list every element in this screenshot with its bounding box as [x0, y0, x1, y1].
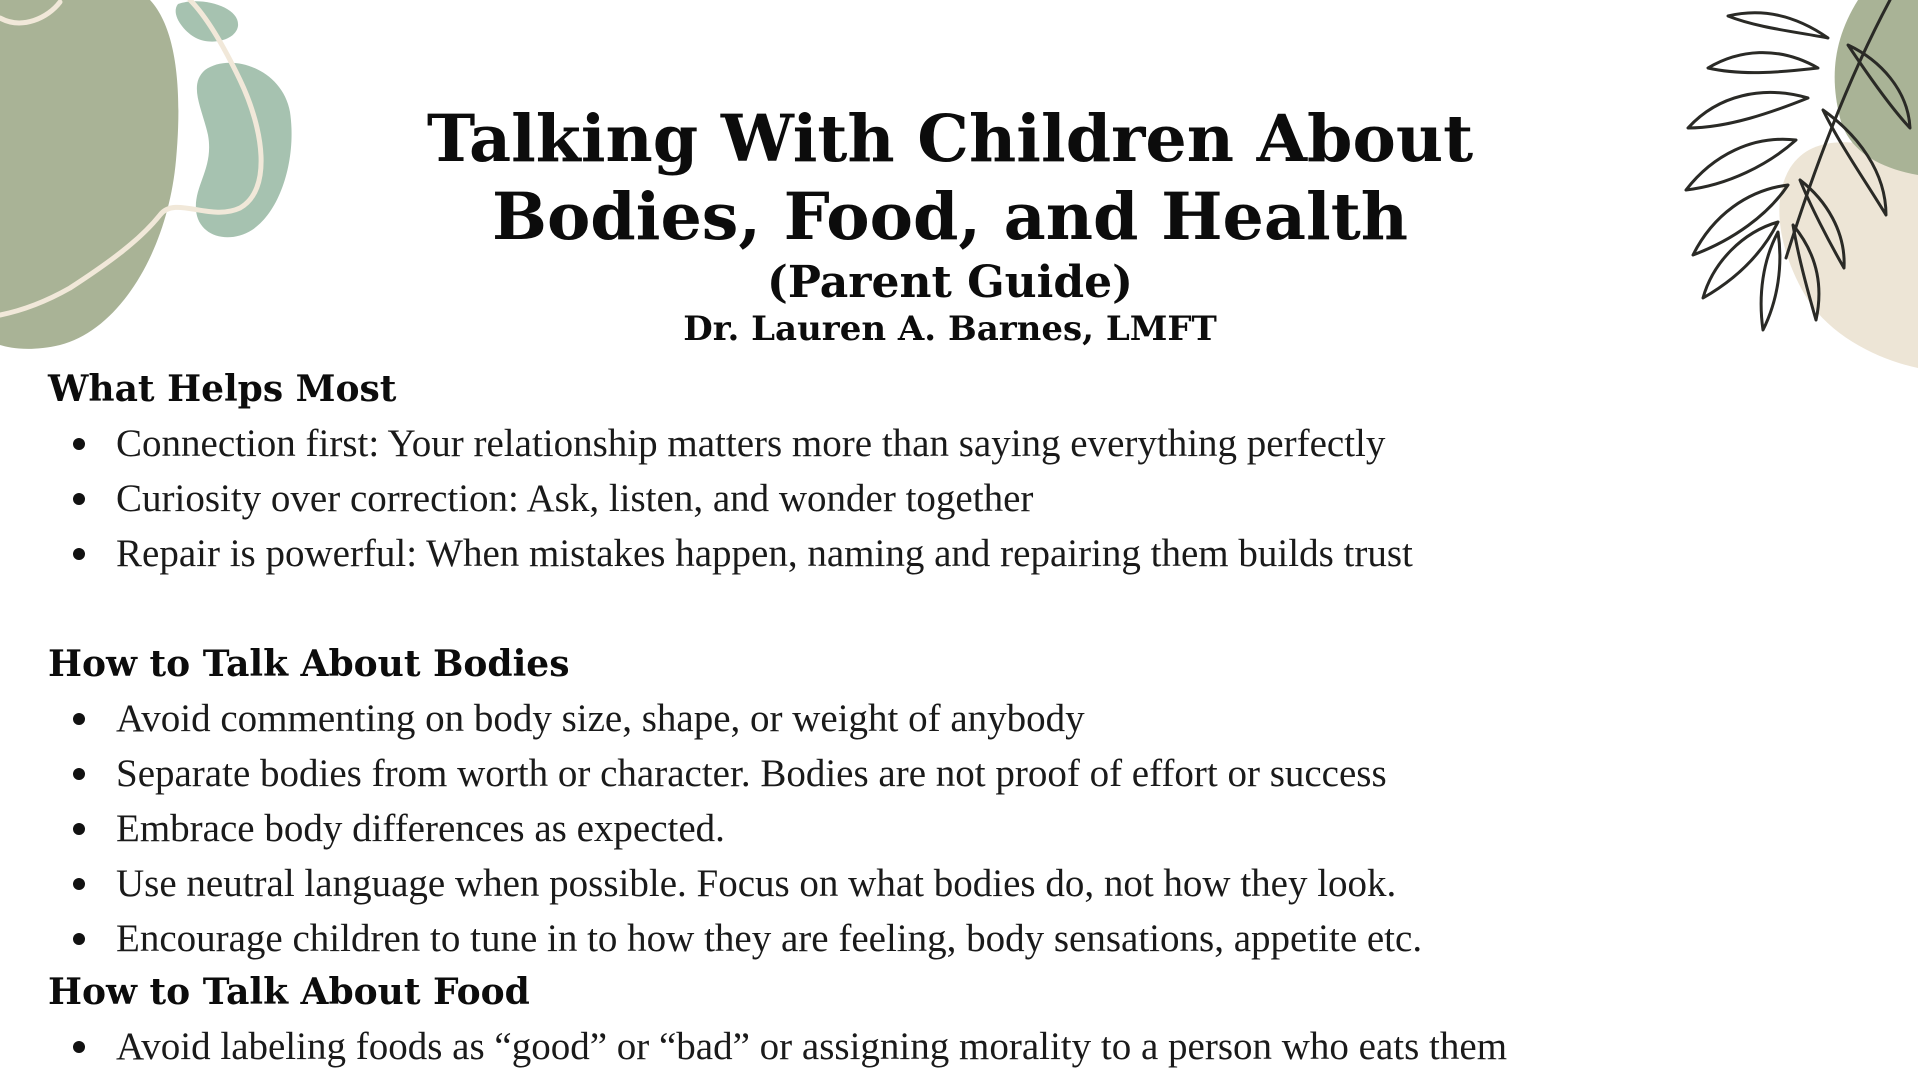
list-item-text: Avoid commenting on body size, shape, or weight of anybody — [116, 697, 1085, 740]
bullet-icon — [73, 713, 85, 725]
list-item-text: Use neutral language when possible. Focus on what bodies do, not how they look. — [116, 862, 1397, 905]
list-item-text: Repair is powerful: When mistakes happen, naming and repairing them builds trust — [116, 532, 1413, 575]
bullet-list-how-to-talk-about-bodies — [0, 691, 1422, 966]
bullet-icon — [73, 823, 85, 835]
bullet-icon — [73, 548, 85, 560]
section-heading-what-helps-most: What Helps Most — [48, 368, 397, 410]
list-item — [0, 746, 1422, 801]
list-item-text: Connection first: Your relationship matters more than saying everything perfectly — [116, 422, 1386, 465]
list-item — [0, 526, 1413, 581]
list-item — [0, 691, 1422, 746]
list-item — [0, 416, 1413, 471]
list-item-text: Curiosity over correction: Ask, listen, and wonder together — [116, 477, 1034, 520]
list-item — [0, 856, 1422, 911]
bullet-list-what-helps-most — [0, 416, 1413, 581]
document-author: Dr. Lauren A. Barnes, LMFT — [683, 309, 1217, 349]
list-item — [0, 911, 1422, 966]
list-item-text: Embrace body differences as expected. — [116, 807, 725, 850]
document-header — [0, 100, 1900, 350]
list-item — [0, 471, 1413, 526]
bullet-list-how-to-talk-about-food — [0, 1019, 1507, 1074]
section-heading-how-to-talk-about-food: How to Talk About Food — [48, 971, 530, 1013]
document-title-line2: Bodies, Food, and Health — [492, 179, 1408, 255]
document-subtitle: (Parent Guide) — [767, 257, 1133, 308]
section-heading-how-to-talk-about-bodies: How to Talk About Bodies — [48, 643, 570, 685]
bullet-icon — [73, 438, 85, 450]
list-item — [0, 801, 1422, 856]
list-item-text: Encourage children to tune in to how they are feeling, body sensations, appetite etc. — [116, 917, 1423, 960]
bullet-icon — [73, 493, 85, 505]
list-item-text: Separate bodies from worth or character. Bodies are not proof of effort or success — [116, 752, 1387, 795]
bullet-icon — [73, 1041, 85, 1053]
list-item-text: Avoid labeling foods as “good” or “bad” or assigning morality to a person who eats them — [116, 1025, 1508, 1068]
document-title — [0, 100, 1900, 256]
list-item — [0, 1019, 1507, 1074]
bullet-icon — [73, 768, 85, 780]
bullet-icon — [73, 878, 85, 890]
bullet-icon — [73, 933, 85, 945]
document-title-line1: Talking With Children About — [426, 101, 1474, 177]
